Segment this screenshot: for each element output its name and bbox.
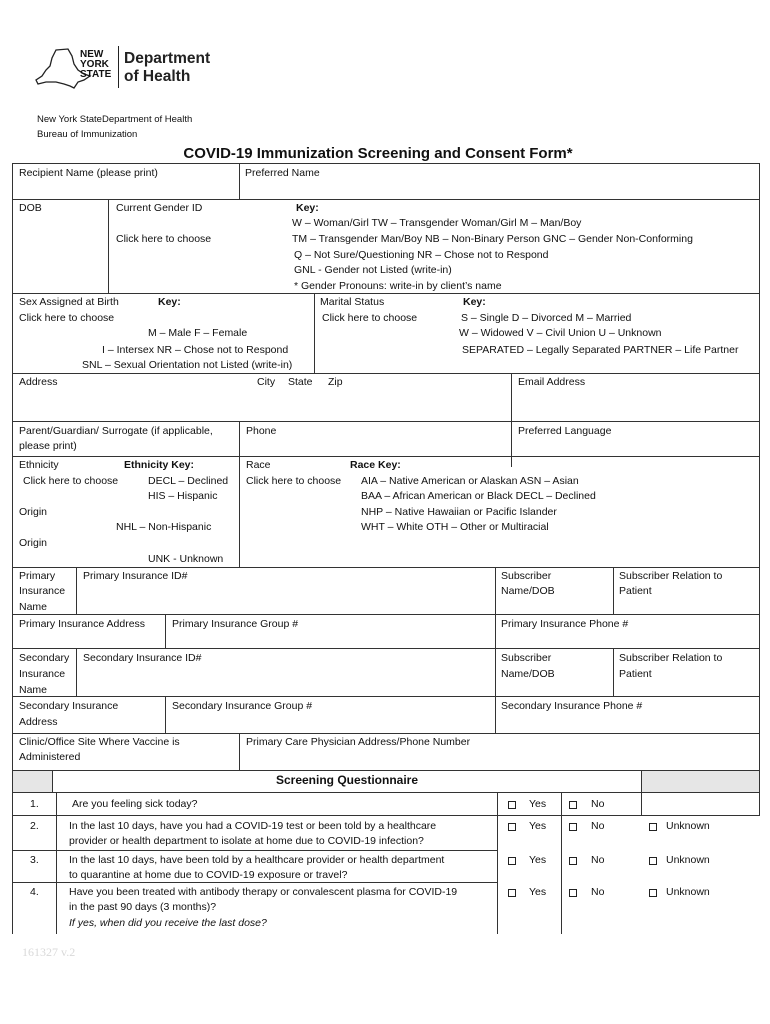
sex-key-line: I – Intersex NR – Chose not to Respond [102, 344, 289, 356]
ethnicity-dropdown[interactable]: Click here to choose [23, 475, 119, 487]
phone-field[interactable] [240, 438, 510, 455]
zip-label: Zip [328, 376, 343, 388]
secondary-insurance-name-label: Insurance [19, 668, 66, 680]
secondary-insurance-id-field[interactable] [77, 666, 494, 695]
question-number: 1. [30, 798, 39, 810]
primary-insurance-phone-label: Primary Insurance Phone # [501, 618, 629, 630]
primary-subscriber-label: Name/DOB [501, 585, 555, 597]
secondary-insurance-phone-label: Secondary Insurance Phone # [501, 700, 643, 712]
gender-key-line: W – Woman/Girl TW – Transgender Woman/Girl M – Man/Boy [292, 217, 582, 229]
marital-key-line: SEPARATED – Legally Separated PARTNER – Life Partner [462, 344, 739, 356]
primary-insurance-name-label: Name [19, 601, 48, 613]
preferred-language-label: Preferred Language [518, 425, 612, 437]
primary-insurance-name-label: Primary [19, 570, 56, 582]
ethnicity-key-line: HIS – Hispanic [148, 490, 218, 502]
race-label: Race [246, 459, 271, 471]
logo-department-text: Department of Health [124, 50, 211, 85]
ethnicity-label: Ethnicity [19, 459, 59, 471]
primary-insurance-name-label: Insurance [19, 585, 66, 597]
address-label: Address [19, 376, 58, 388]
marital-key-label: Key: [463, 296, 486, 308]
primary-insurance-address-label: Primary Insurance Address [19, 618, 146, 630]
state-label: State [288, 376, 313, 388]
logo-state-text: NEW YORK STATE [80, 49, 112, 80]
secondary-insurance-name-label: Secondary [19, 652, 70, 664]
pcp-label: Primary Care Physician Address/Phone Number [246, 736, 471, 748]
sex-assigned-label: Sex Assigned at Birth [19, 296, 119, 308]
address-field[interactable] [13, 390, 510, 420]
form-code: 161327 v.2 [22, 945, 76, 959]
secondary-subscriber-label: Subscriber [501, 652, 552, 664]
email-field[interactable] [512, 390, 758, 420]
sex-key-label: Key: [158, 296, 181, 308]
yes-checkbox[interactable] [508, 857, 516, 865]
question-text: Are you feeling sick today? [72, 798, 198, 810]
dob-label: DOB [19, 202, 42, 214]
secondary-relation-label: Patient [619, 668, 652, 680]
gender-key-line: Q – Not Sure/Questioning NR – Chose not to Respond [294, 249, 549, 261]
race-dropdown[interactable]: Click here to choose [246, 475, 342, 487]
unknown-checkbox[interactable] [649, 889, 657, 897]
recipient-name-field[interactable] [13, 180, 238, 198]
secondary-insurance-address-label: Secondary Insurance [19, 700, 119, 712]
no-checkbox[interactable] [569, 857, 577, 865]
question-text: to quarantine at home due to COVID-19 exposure or travel? [69, 869, 348, 881]
question-number: 4. [30, 886, 39, 898]
yes-label: Yes [529, 820, 547, 832]
clinic-site-label: Clinic/Office Site Where Vaccine is [19, 736, 180, 748]
sex-assigned-dropdown[interactable]: Click here to choose [19, 312, 115, 324]
race-key-line: WHT – White OTH – Other or Multiracial [361, 521, 549, 533]
secondary-subscriber-label: Name/DOB [501, 668, 555, 680]
gender-key-line: GNL - Gender not Listed (write-in) [294, 264, 452, 276]
primary-relation-label: Subscriber Relation to [619, 570, 723, 582]
gender-key-label: Key: [296, 202, 319, 214]
no-label: No [591, 886, 605, 898]
primary-relation-label: Patient [619, 585, 652, 597]
recipient-name-label: Recipient Name (please print) [19, 167, 158, 179]
email-label: Email Address [518, 376, 586, 388]
marital-key-line: W – Widowed V – Civil Union U – Unknown [459, 327, 662, 339]
ethnicity-key-line: DECL – Declined [148, 475, 229, 487]
preferred-name-field[interactable] [240, 180, 758, 198]
race-key-label: Race Key: [350, 459, 401, 471]
yes-label: Yes [529, 854, 547, 866]
no-checkbox[interactable] [569, 823, 577, 831]
unknown-checkbox[interactable] [649, 857, 657, 865]
race-key-line: NHP – Native Hawaiian or Pacific Islander [361, 506, 557, 518]
no-label: No [591, 854, 605, 866]
city-label: City [257, 376, 276, 388]
nys-doh-logo [34, 44, 234, 96]
ethnicity-key-line: Origin [19, 506, 48, 518]
marital-key-line: S – Single D – Divorced M – Married [461, 312, 632, 324]
secondary-relation-label: Subscriber Relation to [619, 652, 723, 664]
secondary-insurance-name-label: Name [19, 684, 48, 696]
gender-id-label: Current Gender ID [116, 202, 203, 214]
secondary-insurance-id-label: Secondary Insurance ID# [83, 652, 202, 664]
dob-field[interactable] [13, 216, 107, 292]
guardian-label: please print) [19, 440, 77, 452]
sex-key-line: M – Male F – Female [148, 327, 248, 339]
question-text: provider or health department to isolate at home due to COVID-19 infection? [69, 835, 424, 847]
unknown-label: Unknown [666, 854, 710, 866]
race-key-line: BAA – African American or Black DECL – Declined [361, 490, 596, 502]
unknown-label: Unknown [666, 886, 710, 898]
unknown-label: Unknown [666, 820, 710, 832]
question-text: In the last 10 days, have you had a COVID-19 test or been told by a healthcare [69, 820, 437, 832]
ethnicity-key-line: UNK - Unknown [148, 553, 224, 565]
question-number: 2. [30, 820, 39, 832]
gender-id-dropdown[interactable]: Click here to choose [116, 233, 212, 245]
sex-key-line: SNL – Sexual Orientation not Listed (write-in) [82, 359, 293, 371]
no-label: No [591, 798, 605, 810]
question-text: in the past 90 days (3 months)? [69, 901, 217, 913]
question-number: 3. [30, 854, 39, 866]
bureau-name-text: Bureau of Immunization [37, 129, 138, 140]
yes-checkbox[interactable] [508, 801, 516, 809]
no-checkbox[interactable] [569, 801, 577, 809]
yes-label: Yes [529, 886, 547, 898]
gender-key-line: TM – Transgender Man/Boy NB – Non-Binary Person GNC – Gender Non-Conforming [292, 233, 693, 245]
yes-checkbox[interactable] [508, 823, 516, 831]
ethnicity-key-label: Ethnicity Key: [124, 459, 195, 471]
yes-label: Yes [529, 798, 547, 810]
no-checkbox[interactable] [569, 889, 577, 897]
pcp-field[interactable] [240, 750, 758, 769]
question-text: In the last 10 days, have been told by a healthcare provider or health department [69, 854, 445, 866]
secondary-insurance-address-label: Address [19, 716, 58, 728]
marital-status-dropdown[interactable]: Click here to choose [322, 312, 418, 324]
ethnicity-key-line: NHL – Non-Hispanic [116, 521, 212, 533]
primary-insurance-id-label: Primary Insurance ID# [83, 570, 188, 582]
race-key-line: AIA – Native American or Alaskan ASN – Asian [361, 475, 579, 487]
yes-checkbox[interactable] [508, 889, 516, 897]
logo-divider [118, 46, 119, 88]
question-text: Have you been treated with antibody therapy or convalescent plasma for COVID-19 [69, 886, 458, 898]
no-label: No [591, 820, 605, 832]
page-title: COVID-19 Immunization Screening and Consent Form* [183, 145, 573, 162]
secondary-insurance-group-label: Secondary Insurance Group # [172, 700, 313, 712]
guardian-label: Parent/Guardian/ Surrogate (if applicable, [19, 425, 213, 437]
gender-pronouns-note: * Gender Pronouns: write-in by client’s name [294, 280, 502, 292]
primary-insurance-id-field[interactable] [77, 584, 494, 613]
agency-name: New York StateDepartment of Health [37, 114, 193, 125]
screening-title: Screening Questionnaire [275, 773, 419, 787]
clinic-site-label: Administered [19, 751, 81, 763]
ethnicity-key-line: Origin [19, 537, 48, 549]
primary-subscriber-label: Subscriber [501, 570, 552, 582]
unknown-checkbox[interactable] [649, 823, 657, 831]
preferred-language-field[interactable] [512, 438, 758, 455]
primary-insurance-group-label: Primary Insurance Group # [172, 618, 299, 630]
question-followup: If yes, when did you receive the last dose? [69, 917, 267, 929]
preferred-name-label: Preferred Name [245, 167, 320, 179]
marital-status-label: Marital Status [320, 296, 385, 308]
phone-label: Phone [246, 425, 277, 437]
